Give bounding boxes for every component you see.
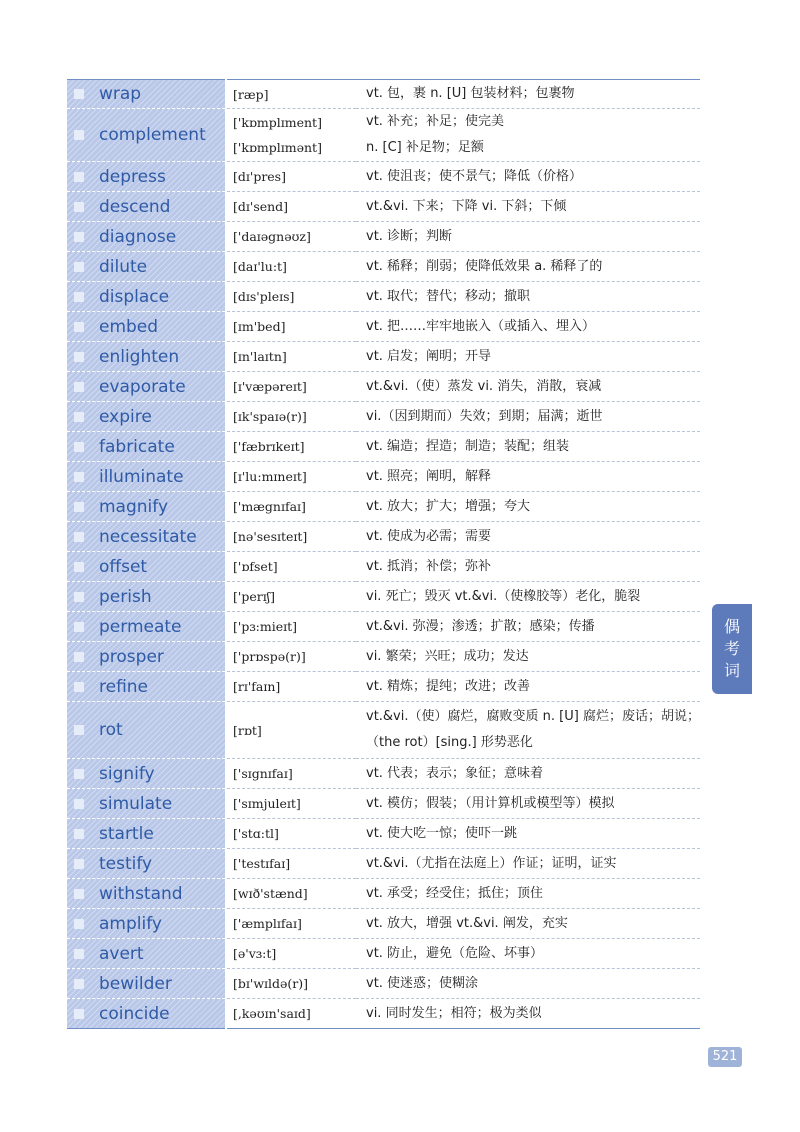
definition: vi. 死亡；毁灭 vt.&vi.（使橡胶等）老化，脆裂 <box>366 588 641 604</box>
definition-cell <box>356 939 700 969</box>
definition: n. [C] 补足物；足额 <box>366 140 484 155</box>
vocab-row <box>67 819 700 849</box>
phonetic-cell <box>226 162 356 192</box>
headword: bewilder <box>99 973 172 994</box>
definition-cell <box>356 759 700 789</box>
definition: vt. 稀释；削弱；使降低效果 a. 稀释了的 <box>366 258 603 274</box>
headword: wrap <box>99 84 142 104</box>
definition: vt. 精炼；提纯；改进；改善 <box>366 678 531 694</box>
phonetic-cell <box>226 432 356 462</box>
phonetic: ['sɪgnɪfaɪ] <box>233 766 293 781</box>
vocab-row <box>67 939 700 969</box>
definition-cell <box>356 909 700 939</box>
word-cell <box>67 342 226 372</box>
phonetic-cell <box>226 372 356 402</box>
phonetic: [,kəʊɪn'saɪd] <box>233 1006 311 1021</box>
definition-cell <box>356 552 700 582</box>
side-tab-char: 偶 <box>723 617 740 636</box>
definition: vt.&vi. 弥漫；渗透；扩散；感染；传播 <box>366 618 595 634</box>
side-tab-char: 考 <box>723 639 740 658</box>
definition-cell <box>356 192 700 222</box>
definition-cell <box>356 999 700 1029</box>
checkbox-icon[interactable] <box>74 262 84 272</box>
headword: expire <box>99 406 152 427</box>
phonetic: [dɪ'send] <box>233 199 289 214</box>
side-tab-char: 词 <box>723 661 740 680</box>
phonetic: [dɪ'pres] <box>233 169 286 184</box>
phonetic-cell <box>226 642 356 672</box>
phonetic-cell <box>226 789 356 819</box>
checkbox-icon[interactable] <box>74 232 84 242</box>
word-cell-inner <box>67 407 225 427</box>
word-cell-inner <box>67 377 225 397</box>
vocab-table-body <box>67 80 700 1029</box>
definition: vt. 照亮；阐明，解释 <box>366 468 492 484</box>
vocab-row <box>67 879 700 909</box>
definition: vt. 放大，增强 vt.&vi. 阐发，充实 <box>366 915 568 931</box>
definition-cell <box>356 252 700 282</box>
phonetic-cell <box>226 462 356 492</box>
word-cell-inner <box>67 617 225 637</box>
headword: necessitate <box>99 526 197 547</box>
definition-cell <box>356 522 700 552</box>
definition: vt. 代表；表示；象征；意味着 <box>366 765 544 781</box>
checkbox-icon[interactable] <box>74 949 84 959</box>
headword: simulate <box>99 793 173 814</box>
definition: vt.&vi.（尤指在法庭上）作证；证明，证实 <box>366 855 617 871</box>
vocab-row <box>67 672 700 702</box>
checkbox-icon[interactable] <box>74 859 84 869</box>
headword: refine <box>99 676 149 697</box>
vocab-row <box>67 222 700 252</box>
phonetic-cell <box>226 999 356 1029</box>
vocab-row <box>67 789 700 819</box>
vocab-row <box>67 342 700 372</box>
definition: vt. 放大；扩大；增强；夸大 <box>366 498 531 514</box>
phonetic: [rɪ'faɪn] <box>233 679 281 694</box>
phonetic: ['daɪəgnəʊz] <box>233 229 311 244</box>
definition: vt. 抵消；补偿；弥补 <box>366 558 492 574</box>
word-cell <box>67 109 226 162</box>
definition-cell <box>356 342 700 372</box>
definition-cell <box>356 642 700 672</box>
phonetic: ['fæbrɪkeɪt] <box>233 439 305 454</box>
word-cell <box>67 282 226 312</box>
definition: vt. 使迷惑；使糊涂 <box>366 975 479 991</box>
checkbox-icon[interactable] <box>74 172 84 182</box>
checkbox-icon[interactable] <box>74 292 84 302</box>
phonetic: [dɪs'pleɪs] <box>233 289 295 304</box>
checkbox-icon[interactable] <box>74 502 84 512</box>
headword: enlighten <box>99 346 180 367</box>
definition-cell <box>356 162 700 192</box>
definition: vt. 使沮丧；使不景气；降低（价格） <box>366 168 583 184</box>
word-cell-inner <box>67 794 225 814</box>
checkbox-icon[interactable] <box>74 532 84 542</box>
word-cell-inner <box>67 1004 225 1024</box>
phonetic-cell <box>226 582 356 612</box>
vocab-row <box>67 522 700 552</box>
phonetic: [ə'vɜ:t] <box>233 946 277 961</box>
vocab-row <box>67 192 700 222</box>
word-cell-inner <box>67 317 225 337</box>
word-cell <box>67 702 226 759</box>
vocab-row <box>67 282 700 312</box>
vocab-row <box>67 552 700 582</box>
phonetic-cell <box>226 282 356 312</box>
vocab-row <box>67 582 700 612</box>
headword: descend <box>99 196 171 217</box>
headword: embed <box>99 316 159 337</box>
definition: vi.（因到期而）失效；到期；届满；逝世 <box>366 408 603 424</box>
word-cell <box>67 612 226 642</box>
phonetic: ['ɒfset] <box>233 559 278 574</box>
word-cell-inner <box>67 974 225 994</box>
word-cell <box>67 582 226 612</box>
vocab-row <box>67 372 700 402</box>
definition-cell <box>356 879 700 909</box>
definition-cell <box>356 582 700 612</box>
word-cell-inner <box>67 287 225 307</box>
phonetic: [rɒt] <box>233 722 262 738</box>
phonetic: ['kɒmplɪment] <box>233 115 322 130</box>
phonetic: ['perɪʃ] <box>233 589 275 604</box>
phonetic: ['testɪfaɪ] <box>233 856 291 871</box>
phonetic-cell <box>226 109 356 162</box>
headword: evaporate <box>99 376 186 397</box>
definition: vt.&vi.（使）蒸发 vi. 消失，消散，衰减 <box>366 378 602 394</box>
word-cell-inner <box>67 467 225 487</box>
definition: vt. 使大吃一惊；使吓一跳 <box>366 825 518 841</box>
checkbox-icon[interactable] <box>74 442 84 452</box>
word-cell-inner <box>67 125 225 145</box>
checkbox-icon[interactable] <box>74 1009 84 1019</box>
definition-cell <box>356 402 700 432</box>
phonetic: [ɪ'lu:mɪneɪt] <box>233 469 307 484</box>
definition-cell <box>356 282 700 312</box>
phonetic-cell <box>226 312 356 342</box>
word-cell <box>67 819 226 849</box>
word-cell-inner <box>67 557 225 577</box>
phonetic: [ræp] <box>233 86 269 102</box>
section-side-tab <box>712 604 752 694</box>
definition: vt.&vi. 下来；下降 vi. 下斜；下倾 <box>366 198 567 214</box>
definition: vi. 同时发生；相符；极为类似 <box>366 1005 542 1021</box>
headword: offset <box>99 556 148 577</box>
headword: perish <box>99 586 152 607</box>
headword: fabricate <box>99 436 175 457</box>
phonetic: [bɪ'wɪldə(r)] <box>233 976 309 991</box>
word-cell-inner <box>67 854 225 874</box>
vocab-row <box>67 612 700 642</box>
definition: vt. 把……牢牢地嵌入（或插入、埋入） <box>366 318 596 334</box>
phonetic: ['prɒspə(r)] <box>233 649 306 664</box>
checkbox-icon[interactable] <box>74 829 84 839</box>
definition: vi. 繁荣；兴旺；成功；发达 <box>366 648 529 664</box>
word-cell-inner <box>67 497 225 517</box>
word-cell <box>67 759 226 789</box>
definition-cell <box>356 702 700 759</box>
phonetic-cell <box>226 702 356 759</box>
word-cell <box>67 162 226 192</box>
word-cell <box>67 789 226 819</box>
word-cell-inner <box>67 677 225 697</box>
headword: illuminate <box>99 466 184 487</box>
phonetic-cell <box>226 192 356 222</box>
checkbox-icon[interactable] <box>74 412 84 422</box>
phonetic-cell <box>226 80 356 109</box>
word-cell <box>67 969 226 999</box>
phonetic-cell <box>226 222 356 252</box>
headword: prosper <box>99 646 164 667</box>
vocab-row <box>67 642 700 672</box>
word-cell-inner <box>67 84 225 104</box>
phonetic-cell <box>226 939 356 969</box>
word-cell <box>67 879 226 909</box>
definition: vt. 承受；经受住；抵住；顶住 <box>366 885 544 901</box>
word-cell <box>67 999 226 1029</box>
headword: coincide <box>99 1003 170 1024</box>
vocab-row <box>67 80 700 109</box>
definition: vt. 包，裹 n. [U] 包装材料；包裹物 <box>366 86 575 101</box>
definition-cell <box>356 789 700 819</box>
phonetic: ['kɒmplɪmənt] <box>233 140 322 155</box>
checkbox-icon[interactable] <box>74 769 84 779</box>
word-cell <box>67 402 226 432</box>
word-cell-inner <box>67 167 225 187</box>
headword: magnify <box>99 496 169 517</box>
definition: vt. 诊断；判断 <box>366 228 453 244</box>
definition: vt. 补充；补足；使完美 <box>366 114 505 129</box>
phonetic: [ɪm'bed] <box>233 319 286 334</box>
vocab-row <box>67 999 700 1029</box>
checkbox-icon[interactable] <box>74 472 84 482</box>
phonetic-cell <box>226 612 356 642</box>
word-cell <box>67 80 226 109</box>
definition-cell <box>356 849 700 879</box>
word-cell-inner <box>67 884 225 904</box>
checkbox-icon[interactable] <box>74 352 84 362</box>
phonetic: [daɪ'lu:t] <box>233 259 287 274</box>
checkbox-icon[interactable] <box>74 382 84 392</box>
word-cell <box>67 492 226 522</box>
word-cell-inner <box>67 197 225 217</box>
phonetic-cell <box>226 759 356 789</box>
word-cell-inner <box>67 227 225 247</box>
definition-cell <box>356 969 700 999</box>
checkbox-icon[interactable] <box>74 652 84 662</box>
definition-cell <box>356 312 700 342</box>
word-cell <box>67 642 226 672</box>
headword: signify <box>99 763 155 784</box>
word-cell <box>67 312 226 342</box>
word-cell-inner <box>67 647 225 667</box>
vocab-row <box>67 402 700 432</box>
definition: vt.&vi.（使）腐烂，腐败变质 n. [U] 腐烂；废话；胡说；（the rot）[sing.] 形势恶化 <box>366 709 700 750</box>
headword: complement <box>99 125 206 145</box>
checkbox-icon[interactable] <box>74 725 84 735</box>
headword: depress <box>99 166 166 187</box>
phonetic-cell <box>226 492 356 522</box>
phonetic-cell <box>226 672 356 702</box>
checkbox-icon[interactable] <box>74 919 84 929</box>
word-cell <box>67 552 226 582</box>
phonetic: [nə'sesɪteɪt] <box>233 529 308 544</box>
headword: avert <box>99 943 144 964</box>
phonetic: [ɪn'laɪtn] <box>233 349 287 364</box>
phonetic: ['æmplɪfaɪ] <box>233 916 302 931</box>
headword: diagnose <box>99 226 177 247</box>
definition: vt. 启发；阐明；开导 <box>366 348 492 364</box>
vocab-row <box>67 162 700 192</box>
headword: testify <box>99 853 153 874</box>
phonetic-cell <box>226 402 356 432</box>
definition: vt. 模仿；假装；（用计算机或模型等）模拟 <box>366 795 615 811</box>
phonetic: ['pɜ:mieɪt] <box>233 619 298 634</box>
headword: displace <box>99 286 170 307</box>
checkbox-icon[interactable] <box>74 592 84 602</box>
phonetic: [ɪ'væpəreɪt] <box>233 379 307 394</box>
vocab-row <box>67 759 700 789</box>
headword: permeate <box>99 616 182 637</box>
vocab-row <box>67 252 700 282</box>
definition: vt. 取代；替代；移动；撤职 <box>366 288 531 304</box>
word-cell <box>67 432 226 462</box>
vocab-row <box>67 849 700 879</box>
phonetic-cell <box>226 909 356 939</box>
phonetic-cell <box>226 819 356 849</box>
phonetic: [wɪð'stænd] <box>233 886 308 901</box>
phonetic-cell <box>226 552 356 582</box>
word-cell-inner <box>67 257 225 277</box>
word-cell-inner <box>67 914 225 934</box>
checkbox-icon[interactable] <box>74 562 84 572</box>
word-cell <box>67 372 226 402</box>
definition: vt. 编造；捏造；制造；装配；组装 <box>366 438 570 454</box>
headword: startle <box>99 823 154 844</box>
checkbox-icon[interactable] <box>74 322 84 332</box>
definition-cell <box>356 372 700 402</box>
phonetic: [ɪk'spaɪə(r)] <box>233 409 307 424</box>
checkbox-icon[interactable] <box>74 130 84 140</box>
phonetic: ['mægnɪfaɪ] <box>233 499 306 514</box>
vocab-table <box>67 79 700 1029</box>
word-cell-inner <box>67 944 225 964</box>
definition-cell <box>356 819 700 849</box>
vocab-row <box>67 312 700 342</box>
definition-cell <box>356 492 700 522</box>
definition-cell <box>356 432 700 462</box>
headword: amplify <box>99 913 162 934</box>
word-cell <box>67 849 226 879</box>
word-cell-inner <box>67 587 225 607</box>
phonetic-cell <box>226 252 356 282</box>
checkbox-icon[interactable] <box>74 682 84 692</box>
vocab-row <box>67 109 700 162</box>
definition: vt. 使成为必需；需要 <box>366 528 492 544</box>
checkbox-icon[interactable] <box>74 799 84 809</box>
word-cell-inner <box>67 720 225 740</box>
definition-cell <box>356 612 700 642</box>
word-cell <box>67 192 226 222</box>
definition-cell <box>356 462 700 492</box>
definition: vt. 防止，避免（危险、坏事） <box>366 945 544 961</box>
phonetic: ['stɑ:tl] <box>233 826 279 841</box>
headword: rot <box>99 720 123 740</box>
word-cell <box>67 939 226 969</box>
vocab-row <box>67 492 700 522</box>
phonetic-cell <box>226 522 356 552</box>
word-cell-inner <box>67 347 225 367</box>
vocab-row <box>67 969 700 999</box>
word-cell <box>67 672 226 702</box>
vocab-row <box>67 462 700 492</box>
checkbox-icon[interactable] <box>74 889 84 899</box>
vocab-row <box>67 432 700 462</box>
word-cell <box>67 462 226 492</box>
word-cell-inner <box>67 527 225 547</box>
vocab-row <box>67 702 700 759</box>
definition-cell <box>356 109 700 162</box>
phonetic-cell <box>226 849 356 879</box>
checkbox-icon[interactable] <box>74 202 84 212</box>
word-cell-inner <box>67 764 225 784</box>
phonetic: ['sɪmjuleɪt] <box>233 796 301 811</box>
word-cell <box>67 252 226 282</box>
definition-cell <box>356 80 700 109</box>
definition-cell <box>356 672 700 702</box>
phonetic-cell <box>226 969 356 999</box>
checkbox-icon[interactable] <box>74 622 84 632</box>
phonetic-cell <box>226 342 356 372</box>
page-number: 521 <box>708 1047 742 1067</box>
headword: withstand <box>99 883 183 904</box>
vocab-row <box>67 909 700 939</box>
checkbox-icon[interactable] <box>74 89 84 99</box>
word-cell <box>67 909 226 939</box>
word-cell <box>67 522 226 552</box>
word-cell <box>67 222 226 252</box>
checkbox-icon[interactable] <box>74 979 84 989</box>
word-cell-inner <box>67 437 225 457</box>
word-cell-inner <box>67 824 225 844</box>
headword: dilute <box>99 256 148 277</box>
phonetic-cell <box>226 879 356 909</box>
definition-cell <box>356 222 700 252</box>
